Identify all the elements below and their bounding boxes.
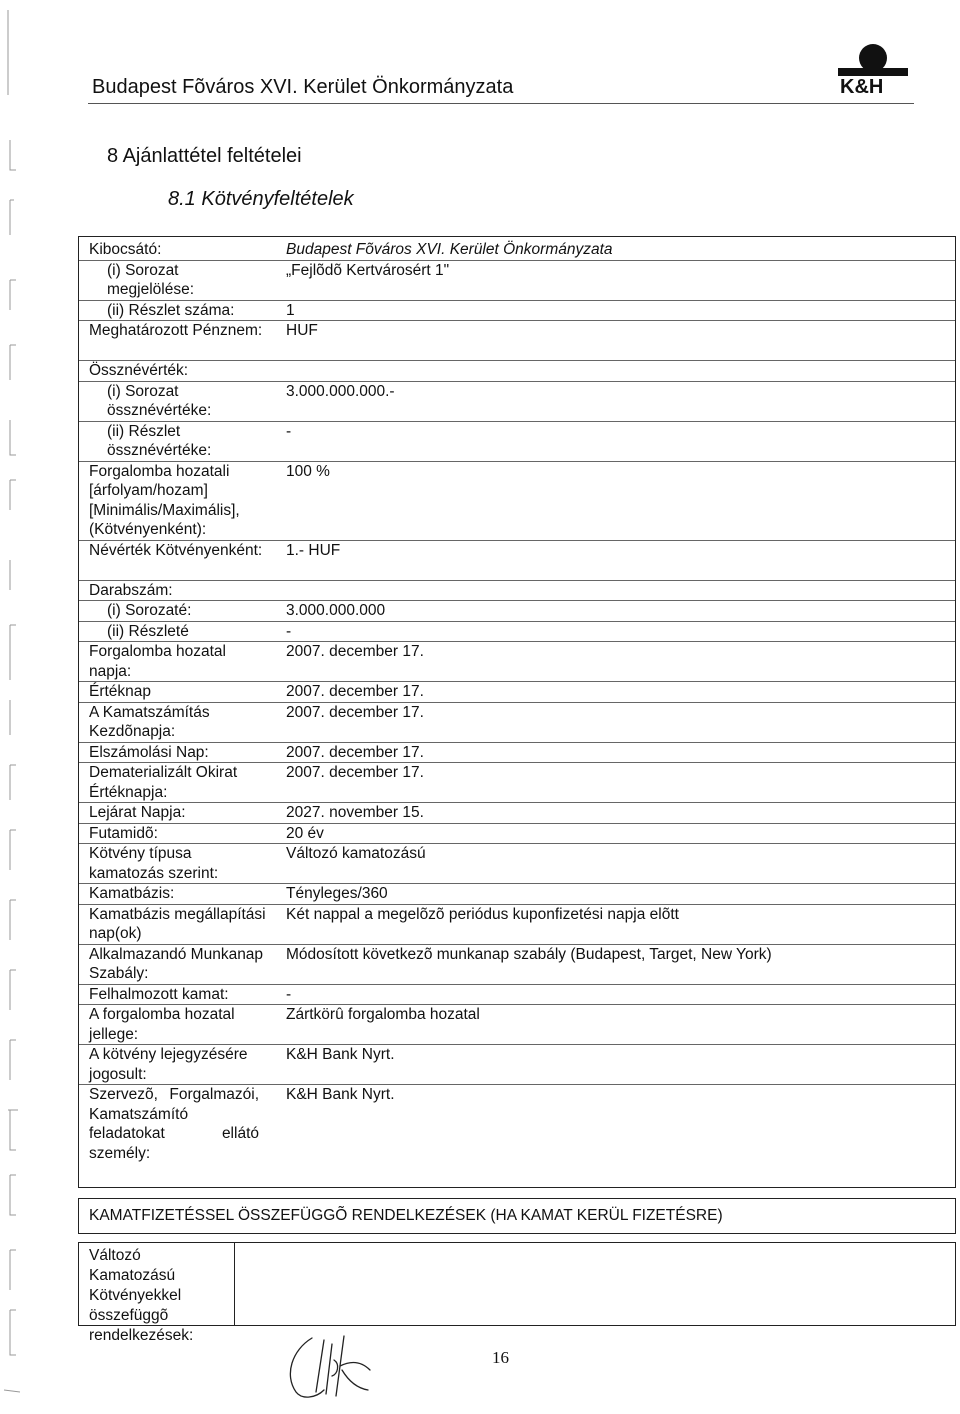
- floating-rate-divider: [234, 1243, 235, 1325]
- row-label: A forgalomba hozatal jellege:: [89, 1006, 235, 1043]
- table-row: [79, 824, 955, 845]
- table-row: [79, 422, 955, 462]
- table-row: [79, 763, 955, 803]
- table-row: [79, 884, 955, 905]
- kh-logo: [838, 44, 908, 100]
- table-row: [79, 321, 955, 361]
- row-label: Kibocsátó:: [89, 241, 162, 258]
- row-value: 2007. december 17.: [286, 683, 424, 700]
- signature: [282, 1330, 374, 1402]
- row-label: (i) Sorozat megjelölése:: [107, 261, 195, 298]
- logo-text: K&H: [840, 76, 884, 98]
- table-row: [79, 642, 955, 682]
- row-label: Forgalomba hozatali [árfolyam/hozam] [Minimális/Maximális], (Kötvényenként):: [89, 462, 240, 538]
- table-row: [79, 382, 955, 422]
- table-row: [79, 985, 955, 1006]
- margin-scan-marks: [0, 0, 40, 1414]
- row-label: Össznévérték:: [89, 362, 189, 379]
- table-row: [79, 361, 955, 382]
- row-value: 20 év: [286, 824, 324, 842]
- table-row: [79, 301, 955, 322]
- subsection-title: 8.1 Kötvényfeltételek: [168, 188, 354, 210]
- table-row: [79, 601, 955, 622]
- row-value: 1: [286, 301, 295, 319]
- row-label: (ii) Részlet össznévértéke:: [107, 422, 212, 459]
- row-value: Zártkörû forgalomba hozatal: [286, 1006, 480, 1023]
- table-row: [79, 581, 955, 602]
- row-label: Futamidõ:: [89, 824, 158, 842]
- row-value: 3.000.000.000.-: [286, 382, 395, 400]
- header-divider: [88, 103, 914, 104]
- row-label: Felhalmozott kamat:: [89, 985, 229, 1003]
- row-label: Elszámolási Nap:: [89, 743, 209, 761]
- row-value: 2007. december 17.: [286, 703, 424, 721]
- row-value: 100 %: [286, 462, 330, 480]
- table-row: [79, 844, 955, 884]
- row-label: Kamatbázis:: [89, 885, 175, 902]
- row-label: Lejárat Napja:: [89, 804, 186, 821]
- row-value: Budapest Fõváros XVI. Kerület Önkormányzata: [286, 241, 613, 258]
- row-label: Értéknap: [89, 683, 152, 700]
- table-row: [79, 240, 955, 261]
- row-label: Dematerializált Okirat Értéknapja:: [89, 764, 238, 801]
- floating-rate-provisions-box: [78, 1242, 956, 1344]
- table-row: [79, 682, 955, 703]
- row-label: Névérték Kötvényenként:: [89, 541, 263, 559]
- table-row: [79, 462, 955, 541]
- row-value: -: [286, 622, 292, 640]
- row-label: A kötvény lejegyzésére jogosult:: [89, 1046, 248, 1083]
- row-value: -: [286, 422, 292, 440]
- row-label: Darabszám:: [89, 581, 173, 599]
- row-value: Változó kamatozású: [286, 845, 426, 862]
- row-value: Tényleges/360: [286, 885, 388, 902]
- row-label: Meghatározott Pénznem:: [89, 322, 263, 339]
- row-label: Kamatbázis megállapítási nap(ok): [89, 905, 266, 942]
- row-label: (ii) Részleté: [107, 622, 189, 640]
- row-value: 2007. december 17.: [286, 643, 424, 660]
- table-row: [79, 703, 955, 743]
- row-value: 2027. november 15.: [286, 804, 424, 821]
- table-row: [79, 1045, 955, 1085]
- table-row: [79, 622, 955, 643]
- row-value: 1.- HUF: [286, 541, 341, 559]
- table-row: [79, 1005, 955, 1045]
- row-label: Forgalomba hozatal napja:: [89, 643, 226, 680]
- page-number: 16: [492, 1348, 509, 1367]
- table-row: [79, 743, 955, 764]
- row-value: 2007. december 17.: [286, 743, 424, 761]
- row-value: 3.000.000.000: [286, 602, 386, 619]
- table-row: [79, 541, 955, 581]
- table-row: [79, 803, 955, 824]
- header-title: Budapest Fõváros XVI. Kerület Önkormányzata: [92, 76, 514, 98]
- row-value: 2007. december 17.: [286, 764, 424, 781]
- table-row: [79, 261, 955, 301]
- bond-conditions-table: [78, 236, 956, 1188]
- logo-bar-icon: [838, 68, 908, 76]
- floating-rate-provisions-label: Változó Kamatozású Kötvényekkel összefüggõ rendelkezések:: [89, 1247, 194, 1344]
- row-label: A Kamatszámítás Kezdõnapja:: [89, 703, 210, 740]
- row-value: „Fejlõdõ Kertvárosért 1": [286, 261, 450, 279]
- row-value: K&H Bank Nyrt.: [286, 1046, 395, 1063]
- row-value: -: [286, 985, 292, 1003]
- row-label: (i) Sorozaté:: [107, 602, 192, 619]
- row-label: (i) Sorozat össznévértéke:: [107, 382, 212, 419]
- row-value: K&H Bank Nyrt.: [286, 1086, 395, 1103]
- row-label: Szervezõ, Forgalmazói, Kamatszámító feladatokat ellátó személy:: [89, 1086, 259, 1162]
- interest-provisions-box: [78, 1198, 956, 1234]
- table-row: [79, 945, 955, 985]
- row-value: Két nappal a megelõzõ periódus kuponfizetési napja elõtt: [286, 905, 679, 923]
- interest-provisions-heading: KAMATFIZETÉSSEL ÖSSZEFÜGGÕ RENDELKEZÉSEK (HA KAMAT KERÜL FIZETÉSRE): [89, 1207, 723, 1224]
- row-label: Alkalmazandó Munkanap Szabály:: [89, 945, 264, 982]
- row-label: (ii) Részlet száma:: [107, 301, 235, 319]
- row-label: Kötvény típusa kamatozás szerint:: [89, 845, 219, 882]
- table-row: [79, 905, 955, 945]
- table-row: [79, 1085, 955, 1164]
- section-title: 8 Ajánlattétel feltételei: [107, 145, 302, 167]
- row-value: Módosított következõ munkanap szabály (Budapest, Target, New York): [286, 945, 772, 963]
- row-value: HUF: [286, 322, 318, 339]
